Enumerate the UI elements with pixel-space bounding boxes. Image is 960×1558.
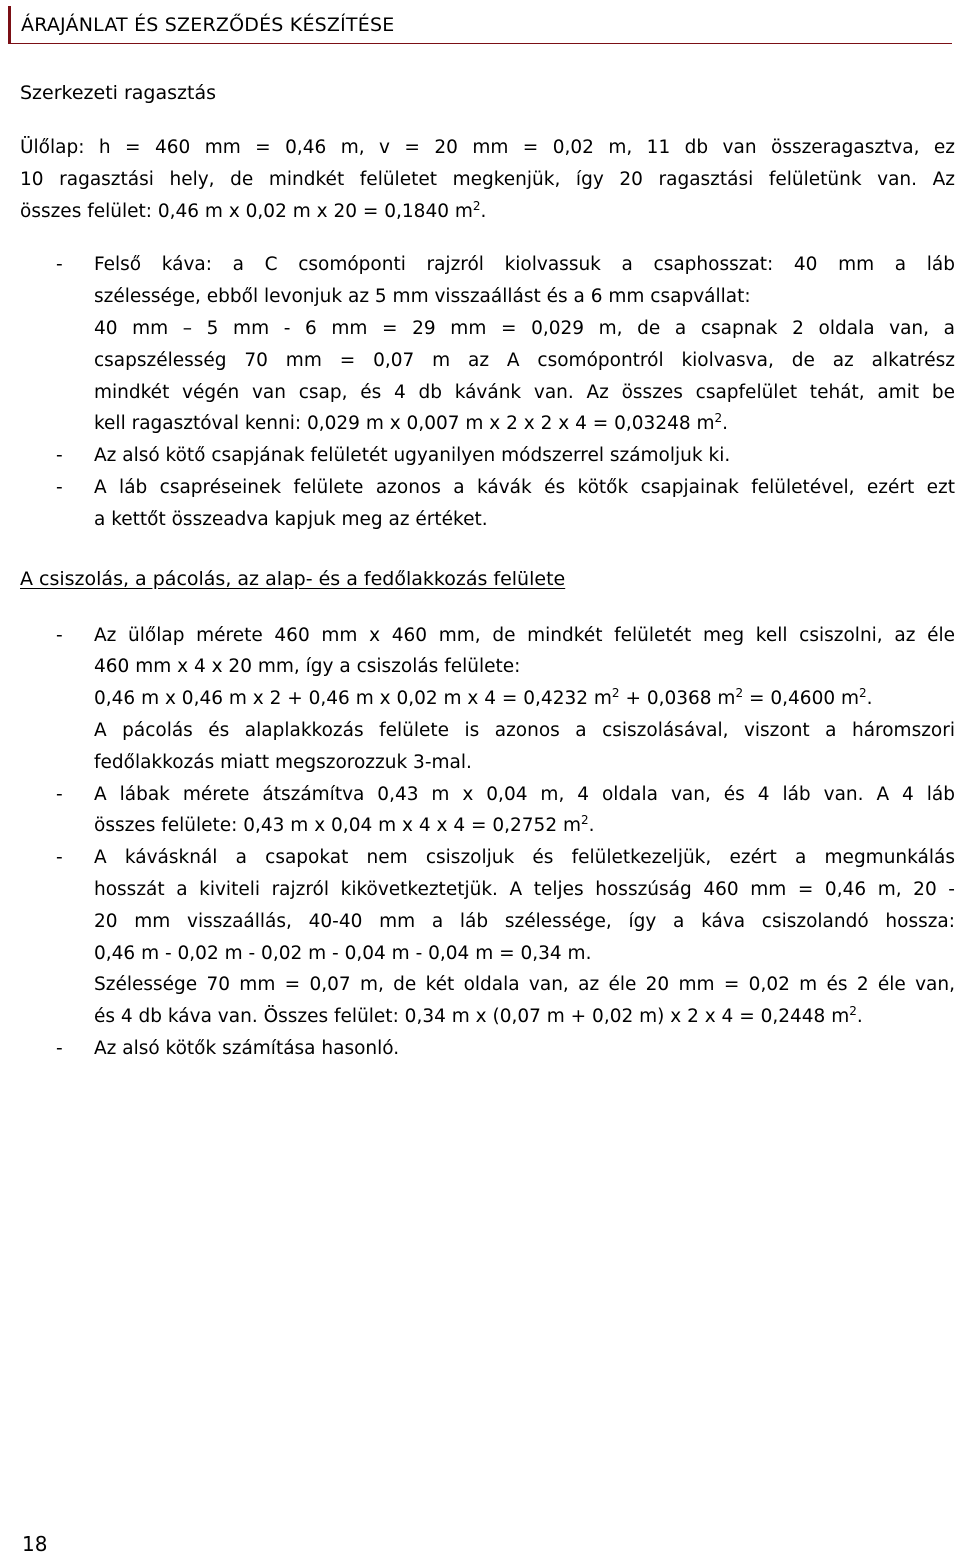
bullet-line — [94, 1001, 955, 1033]
superscript: 2 — [472, 198, 481, 213]
equation-part: + 0,0368 m — [619, 688, 736, 710]
list-item — [20, 249, 955, 440]
bullet-line-text: és 4 db káva van. Összes felület: 0,34 m x (0,07 m + 0,02 m) x 2 x 4 = 0,2448 m — [94, 1006, 850, 1028]
period: . — [856, 1006, 863, 1028]
equation-part: 0,46 m x 0,46 m x 2 + 0,46 m x 0,02 m x 4 = 0,4232 m — [94, 688, 612, 710]
list-item — [20, 620, 955, 779]
bullet-line: 0,46 m - 0,02 m - 0,02 m - 0,04 m - 0,04 m = 0,34 m. — [94, 942, 592, 964]
period: . — [480, 200, 487, 222]
superscript: 2 — [849, 1004, 857, 1019]
page-number: 18 — [22, 1532, 48, 1556]
section-title-sanding: A csiszolás, a pácolás, az alap- és a fedőlakkozás felülete — [20, 567, 566, 590]
bullet-line: A láb csapréseinek felülete azonos a kávák és kötők csapjainak felületével, ezért ezt — [94, 476, 955, 498]
bullet-dash: - — [56, 1037, 63, 1059]
bullet-line: szélessége, ebből levonjuk az 5 mm visszaállást és a 6 mm csapvállat: — [94, 286, 751, 308]
superscript: 2 — [735, 686, 744, 701]
bullet-line: Az ülőlap mérete 460 mm x 460 mm, de mindkét felületét meg kell csiszolni, az éle — [94, 624, 955, 646]
bullet-dash: - — [56, 254, 63, 276]
intro-paragraph — [20, 132, 955, 227]
bullet-dash: - — [56, 847, 63, 869]
intro-line: 10 ragasztási hely, de mindkét felületet megkenjük, így 20 ragasztási felületünk van. Az — [20, 168, 955, 190]
header-title: ÁRAJÁNLAT ÉS SZERZŐDÉS KÉSZÍTÉSE — [21, 14, 395, 36]
intro-line: Ülőlap: h = 460 mm = 0,46 m, v = 20 mm = 0,02 m, 11 db van összeragasztva, ez — [20, 137, 955, 158]
superscript: 2 — [714, 411, 723, 426]
list-item — [20, 440, 955, 472]
bullet-line-equation — [94, 683, 955, 715]
list-item — [20, 842, 955, 1033]
page-header — [8, 6, 952, 44]
bullet-line: a kettőt összeadva kapjuk meg az értéket. — [94, 508, 488, 530]
bullet-line: 20 mm visszaállás, 40-40 mm a láb szélessége, így a káva csiszolandó hossza: — [94, 910, 955, 932]
period: . — [722, 413, 729, 435]
intro-line-text: összes felület: 0,46 m x 0,02 m x 20 = 0,1840 m — [20, 200, 473, 222]
bullet-line: 460 mm x 4 x 20 mm, így a csiszolás felülete: — [94, 656, 521, 678]
list-item — [20, 1033, 955, 1065]
bullet-line — [94, 810, 955, 842]
period: . — [588, 815, 595, 837]
bullet-line: 40 mm – 5 mm - 6 mm = 29 mm = 0,029 m, de a csapnak 2 oldala van, a — [94, 317, 955, 339]
equation-part: = 0,4600 m — [743, 688, 860, 710]
bullet-line: A lábak mérete átszámítva 0,43 m x 0,04 m, 4 oldala van, és 4 láb van. A 4 láb — [94, 783, 955, 805]
superscript: 2 — [859, 686, 867, 701]
bullet-line: A kávásknál a csapokat nem csiszoljuk és felületkezeljük, ezért a megmunkálás — [94, 847, 955, 869]
period: . — [866, 688, 873, 710]
bullet-dash: - — [56, 624, 63, 646]
bullet-line: Szélessége 70 mm = 0,07 m, de két oldala van, az éle 20 mm = 0,02 m és 2 éle van, — [94, 974, 955, 996]
bullet-line: A pácolás és alaplakkozás felülete is azonos a csiszolásával, viszont a háromszori — [94, 719, 955, 741]
bullet-line: mindkét végén van csap, és 4 db kávánk van. Az összes csapfelület tehát, amit be — [94, 381, 955, 403]
section-title-gluing: Szerkezeti ragasztás — [20, 82, 217, 104]
bullet-dash: - — [56, 476, 63, 498]
bullet-line: fedőlakkozás miatt megszorozzuk 3-mal. — [94, 751, 472, 773]
bullet-line: Felső káva: a C csomóponti rajzról kiolvassuk a csaphosszat: 40 mm a láb — [94, 254, 955, 276]
bullet-dash: - — [56, 445, 63, 467]
intro-line — [20, 196, 955, 228]
bullet-dash: - — [56, 783, 63, 805]
bullet-line: hosszát a kiviteli rajzról kikövetkeztetjük. A teljes hosszúság 460 mm = 0,46 m, 20 - — [94, 878, 955, 900]
superscript: 2 — [581, 813, 589, 828]
bullet-line-text: kell ragasztóval kenni: 0,029 m x 0,007 m x 2 x 2 x 4 = 0,03248 m — [94, 413, 715, 435]
bullet-line-text: összes felülete: 0,43 m x 0,04 m x 4 x 4 = 0,2752 m — [94, 815, 581, 837]
bullet-line: Az alsó kötők számítása hasonló. — [94, 1037, 400, 1059]
list-item — [20, 779, 955, 843]
bullet-line: Az alsó kötő csapjának felületét ugyanilyen módszerrel számoljuk ki. — [94, 445, 731, 467]
bullet-line: csapszélesség 70 mm = 0,07 m az A csomópontról kiolvasva, de az alkatrész — [94, 349, 955, 371]
superscript: 2 — [611, 686, 620, 701]
list-item — [20, 472, 955, 536]
document-body — [20, 78, 955, 1065]
bullet-line — [94, 408, 955, 440]
